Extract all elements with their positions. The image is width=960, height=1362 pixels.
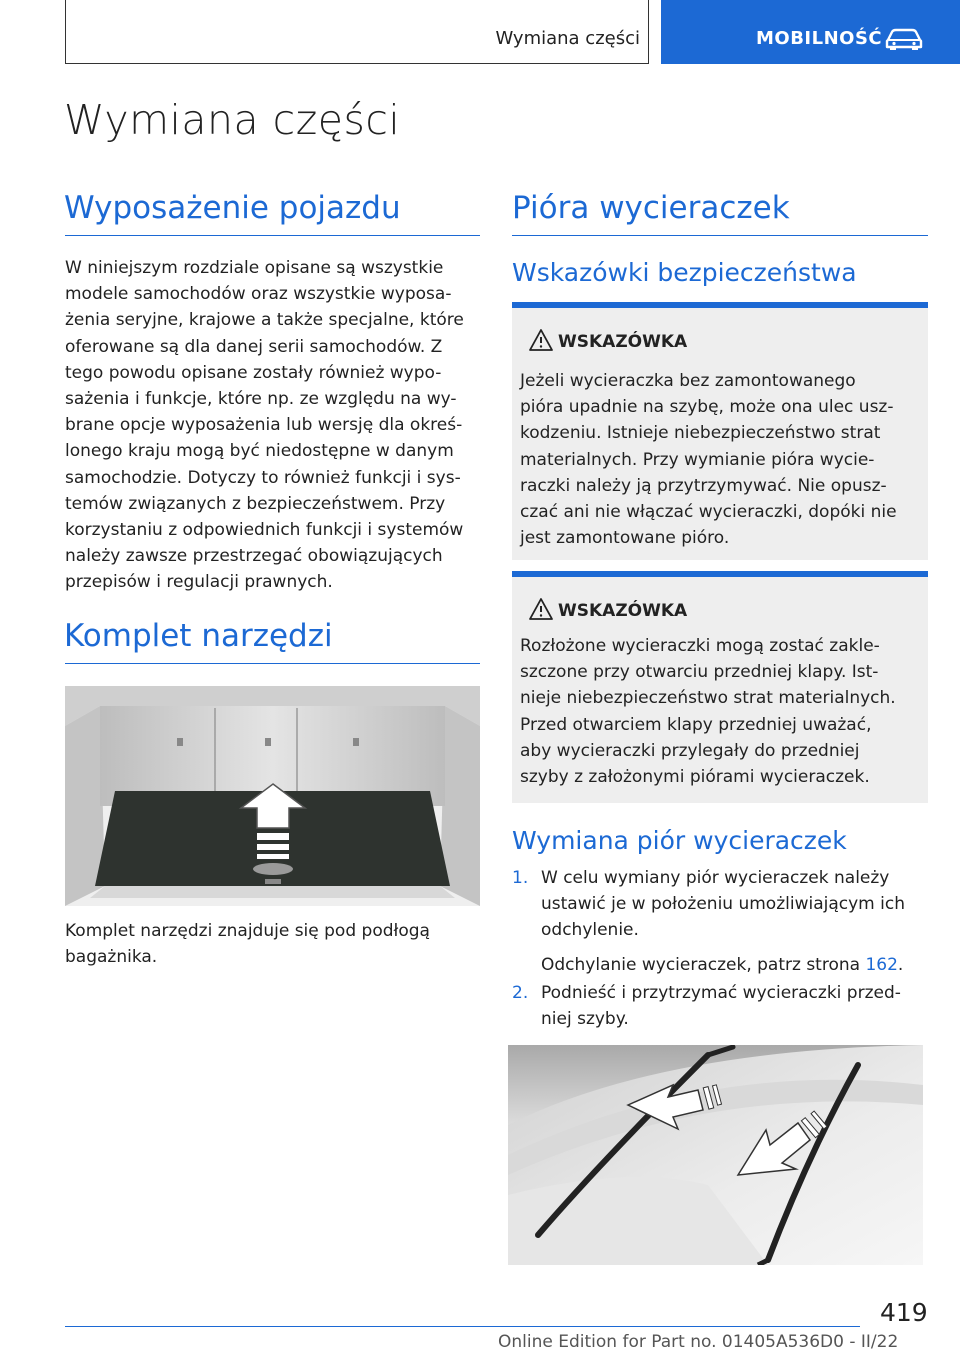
footer-edition: Online Edition for Part no. 01405A536D0 - II/22: [498, 1332, 899, 1352]
page-title: Wymiana części: [64, 96, 401, 144]
safety-heading: Wskazówki bezpieczeństwa: [512, 258, 857, 287]
car-icon: [884, 28, 924, 50]
warning-label: WSKAZÓWKA: [558, 601, 688, 621]
step-text: Podnieść i przytrzymać wycieraczki przed- niej szyby.: [541, 983, 901, 1030]
step-reference: Odchylanie wycieraczek, patrz strona 162.: [541, 954, 904, 975]
warning-text: Jeżeli wycieraczka bez zamontowanego pióra upadnie na szybę, może ona ulec usz- kodzeniu. Istnieje niebezpieczeństwo strat materialnych. Przy wymianie pióra wycie- raczki należy ją przytrzymywać. Nie opusz- czać ani nie włączać wycieraczki, dopóki nie jest zamontowane pióro.: [520, 371, 897, 549]
replace-blades-heading: Wymiana piór wycieraczek: [512, 826, 847, 855]
trunk-floor-illustration: [65, 686, 480, 906]
toolkit-text: Komplet narzędzi znajduje się pod podłogą bagażnika.: [65, 921, 430, 968]
toolkit-heading: Komplet narzędzi: [64, 618, 333, 654]
footer-rule: [65, 1326, 860, 1327]
warning-note: [512, 302, 928, 560]
page-number: 419: [880, 1298, 928, 1327]
step-number: 1.: [512, 868, 529, 888]
warning-text: Rozłożone wycieraczki mogą zostać zakle- szczone przy otwarciu przedniej klapy. Ist- nieje niebezpieczeństwo strat materialnych. Przed otwarciem klapy przedniej uważać, aby wycieraczki przylegały do przedniej szyby z założonymi piórami wycieraczek.: [520, 636, 896, 788]
section-rule: [65, 663, 480, 664]
warning-triangle-icon: [528, 597, 554, 621]
windshield-wiper-illustration: [508, 1045, 923, 1265]
warning-triangle-icon: [528, 328, 554, 352]
chapter-badge-label: MOBILNOŚĆ: [756, 28, 883, 49]
wiper-blades-heading: Pióra wycieraczek: [512, 190, 790, 226]
warning-note: [512, 571, 928, 803]
step-text: W celu wymiany piór wycieraczek należy ustawić je w położeniu umożliwiającym ich odchylenie. Odchylanie wycieraczek, patrz strona 162.: [541, 865, 926, 978]
vehicle-equipment-text: W niniejszym rozdziale opisane są wszystkie modele samochodów oraz wszystkie wyposa- żenia seryjne, krajowe a także specjalne, które oferowane są dla danej serii samochodów. Z tego powodu opisane zostały również wypo- sażenia i funkcje, które np. ze względu na wy- brane opcje wyposażenia lub wersję dla okreś- lonego kraju mogą być niedostępne w danym samochodzie. Dotyczy to również funkcji i sys- temów związanych z bezpieczeństwem. Przy korzystaniu z odpowiednich funkcji i systemów należy zawsze przestrzegać obowiązujących przepisów i regulacji prawnych.: [65, 258, 464, 593]
vehicle-equipment-heading: Wyposażenie pojazdu: [64, 190, 401, 226]
page-reference-link[interactable]: 162: [865, 954, 898, 975]
step-number: 2.: [512, 983, 529, 1003]
section-rule: [65, 235, 480, 236]
section-rule: [512, 235, 928, 236]
header-section-title: Wymiana części: [495, 28, 640, 49]
warning-label: WSKAZÓWKA: [558, 332, 688, 352]
